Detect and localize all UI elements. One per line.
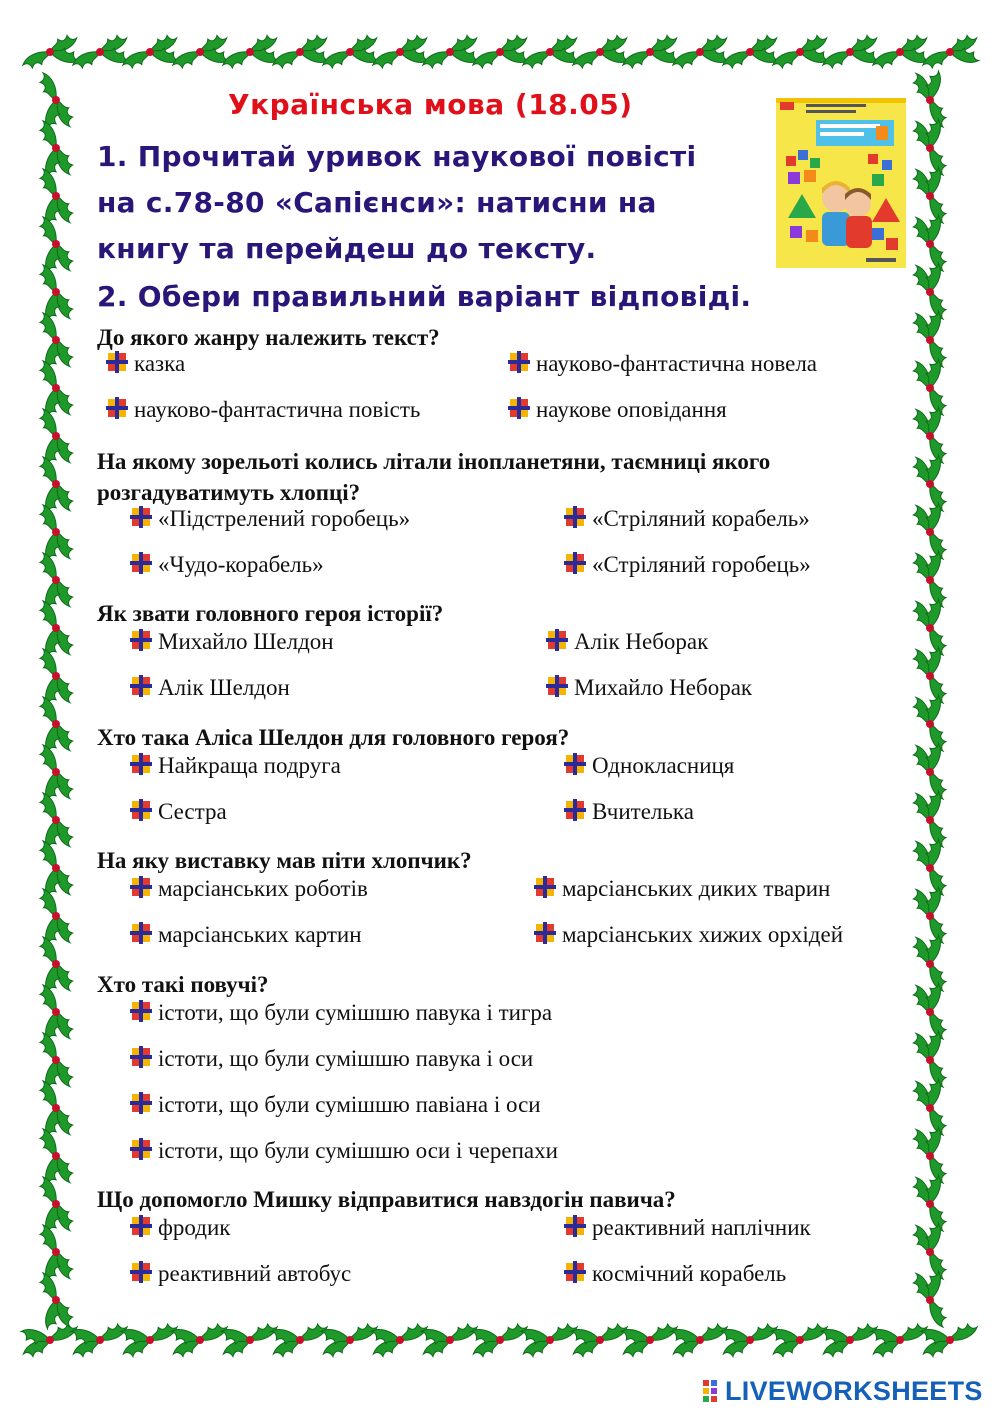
answer-option-label: фродик: [158, 1215, 231, 1240]
answer-option-label: Алік Неборак: [574, 629, 709, 654]
answer-option[interactable]: [546, 629, 708, 655]
answer-option[interactable]: [564, 799, 694, 825]
holly-sprig-icon: [37, 983, 75, 1044]
answer-option-label: марсіанських роботів: [158, 876, 368, 901]
question-5-text: На яку виставку мав піти хлопчик?: [97, 848, 472, 873]
holly-sprig-icon: [569, 1321, 630, 1359]
question-2-text: розгадуватимуть хлопці?: [97, 480, 361, 505]
bullet-icon: [546, 675, 568, 697]
bullet-icon: [564, 799, 586, 821]
answer-option[interactable]: [130, 799, 227, 825]
holly-sprig-icon: [910, 741, 948, 802]
answer-option-label: істоти, що були сумішшю павіана і оси: [158, 1092, 541, 1117]
bullet-icon: [130, 1046, 152, 1068]
holly-sprig-icon: [910, 405, 948, 466]
answer-option-label: марсіанських картин: [158, 922, 362, 947]
holly-sprig-icon: [471, 32, 532, 70]
holly-sprig-icon: [469, 1321, 530, 1359]
bullet-icon: [130, 629, 152, 651]
bullet-icon: [564, 753, 586, 775]
holly-sprig-icon: [910, 1125, 948, 1186]
answer-option[interactable]: [130, 876, 368, 902]
answer-option[interactable]: [564, 506, 810, 532]
bullet-icon: [564, 506, 586, 528]
holly-sprig-icon: [37, 599, 75, 660]
holly-sprig-icon: [771, 32, 832, 70]
answer-option[interactable]: [564, 552, 811, 578]
bullet-icon: [130, 1215, 152, 1237]
holly-sprig-icon: [37, 1271, 75, 1332]
holly-sprig-icon: [37, 1031, 75, 1092]
task-line-1: 1. Прочитай уривок наукової повісті: [97, 140, 697, 173]
bullet-icon: [130, 876, 152, 898]
answer-option-label: марсіанських диких тварин: [562, 876, 831, 901]
question-7-text: Що допомогло Мишку відправитися навздогін павича?: [97, 1187, 676, 1212]
bullet-icon: [130, 922, 152, 944]
bullet-icon: [564, 1215, 586, 1237]
page-title: Українська мова (18.05): [228, 88, 633, 121]
holly-sprig-icon: [910, 357, 948, 418]
holly-sprig-icon: [910, 1029, 948, 1090]
answer-option-label: марсіанських хижих орхідей: [562, 922, 844, 947]
answer-option-label: Михайло Неборак: [574, 675, 753, 700]
task-line-4: 2. Обери правильний варіант відповіді.: [97, 280, 752, 313]
answer-option-label: істоти, що були сумішшю оси і черепахи: [158, 1138, 558, 1163]
task-line-2: на с.78-80 «Сапієнси»: натисни на: [97, 186, 657, 219]
holly-sprig-icon: [37, 791, 75, 852]
watermark-text: LIVEWORKSHEETS: [725, 1376, 983, 1406]
bullet-icon: [130, 1092, 152, 1114]
holly-sprig-icon: [37, 263, 75, 324]
answer-option[interactable]: [130, 922, 362, 948]
holly-sprig-icon: [37, 311, 75, 372]
answer-option-label: «Підстрелений горобець»: [158, 506, 411, 531]
holly-sprig-icon: [371, 32, 432, 70]
holly-sprig-icon: [910, 645, 948, 706]
holly-sprig-icon: [619, 1321, 680, 1359]
answer-option[interactable]: [106, 351, 185, 377]
holly-sprig-icon: [671, 32, 732, 70]
holly-sprig-icon: [37, 935, 75, 996]
holly-sprig-icon: [910, 837, 948, 898]
holly-sprig-icon: [37, 647, 75, 708]
answer-option-label: Михайло Шелдон: [158, 629, 334, 654]
answer-option-label: «Стріляний корабель»: [592, 506, 810, 531]
holly-sprig-icon: [519, 1321, 580, 1359]
task-line-3: книгу та перейдеш до тексту.: [97, 232, 597, 265]
holly-sprig-icon: [910, 1077, 948, 1138]
answer-option[interactable]: [130, 1046, 533, 1072]
bullet-icon: [130, 506, 152, 528]
holly-sprig-icon: [121, 32, 182, 70]
holly-sprig-icon: [37, 119, 75, 180]
bullet-icon: [534, 922, 556, 944]
holly-sprig-icon: [369, 1321, 430, 1359]
answer-option-label: реактивний автобус: [158, 1261, 352, 1286]
holly-sprig-icon: [910, 933, 948, 994]
holly-sprig-icon: [37, 503, 75, 564]
answer-option-label: реактивний наплічник: [592, 1215, 811, 1240]
holly-sprig-icon: [319, 1321, 380, 1359]
holly-sprig-icon: [37, 1127, 75, 1188]
holly-sprig-icon: [910, 1269, 948, 1330]
question-4-text: Хто така Аліса Шелдон для головного героя?: [97, 725, 570, 750]
question-3-text: Як звати головного героя історії?: [97, 601, 444, 626]
answer-option[interactable]: [564, 1261, 786, 1287]
holly-sprig-icon: [921, 32, 982, 70]
holly-sprig-icon: [37, 71, 75, 132]
answer-option[interactable]: [534, 876, 830, 902]
answer-option[interactable]: [534, 922, 843, 948]
holly-sprig-icon: [621, 32, 682, 70]
bullet-icon: [130, 1261, 152, 1283]
holly-sprig-icon: [171, 32, 232, 70]
holly-sprig-icon: [119, 1321, 180, 1359]
holly-sprig-icon: [919, 1321, 980, 1359]
answer-option[interactable]: [130, 629, 334, 655]
holly-sprig-icon: [521, 32, 582, 70]
holly-sprig-icon: [21, 32, 82, 70]
answer-option[interactable]: [130, 552, 324, 578]
bullet-icon: [564, 1261, 586, 1283]
holly-sprig-icon: [869, 1321, 930, 1359]
holly-sprig-icon: [169, 1321, 230, 1359]
answer-option-label: «Стріляний горобець»: [592, 552, 811, 577]
holly-sprig-icon: [910, 549, 948, 610]
answer-option[interactable]: [130, 1215, 230, 1241]
answer-option[interactable]: [130, 1092, 541, 1118]
holly-sprig-icon: [669, 1321, 730, 1359]
bullet-icon: [508, 351, 530, 373]
question-1-text: До якого жанру належить текст?: [97, 325, 440, 350]
holly-sprig-icon: [910, 1221, 948, 1282]
holly-sprig-icon: [37, 1175, 75, 1236]
holly-sprig-icon: [221, 32, 282, 70]
holly-sprig-icon: [421, 32, 482, 70]
question-6-text: Хто такі повучі?: [97, 972, 269, 997]
holly-sprig-icon: [910, 453, 948, 514]
bullet-icon: [508, 397, 530, 419]
holly-sprig-icon: [37, 215, 75, 276]
holly-sprig-icon: [910, 693, 948, 754]
bullet-icon: [534, 876, 556, 898]
holly-sprig-icon: [269, 1321, 330, 1359]
holly-sprig-icon: [571, 32, 632, 70]
holly-sprig-icon: [721, 32, 782, 70]
holly-sprig-icon: [37, 551, 75, 612]
holly-sprig-icon: [37, 167, 75, 228]
holly-sprig-icon: [910, 309, 948, 370]
holly-sprig-icon: [37, 359, 75, 420]
bullet-icon: [130, 675, 152, 697]
bullet-icon: [130, 1000, 152, 1022]
question-2-text: На якому зорельоті колись літали інопланетяни, таємниці якого: [97, 449, 771, 474]
holly-sprig-icon: [69, 1321, 130, 1359]
holly-sprig-icon: [37, 1079, 75, 1140]
answer-option-label: космічний корабель: [592, 1261, 787, 1286]
holly-sprig-icon: [37, 839, 75, 900]
bullet-icon: [546, 629, 568, 651]
bullet-icon: [130, 753, 152, 775]
holly-sprig-icon: [321, 32, 382, 70]
answer-option-label: Вчителька: [592, 799, 694, 824]
holly-sprig-icon: [37, 455, 75, 516]
holly-sprig-icon: [910, 885, 948, 946]
holly-sprig-icon: [910, 789, 948, 850]
holly-sprig-icon: [910, 165, 948, 226]
holly-sprig-icon: [910, 213, 948, 274]
holly-sprig-icon: [37, 695, 75, 756]
bullet-icon: [106, 351, 128, 373]
holly-sprig-icon: [910, 1173, 948, 1234]
holly-sprig-icon: [769, 1321, 830, 1359]
answer-option[interactable]: [130, 675, 290, 701]
bullet-icon: [130, 799, 152, 821]
holly-sprig-icon: [271, 32, 332, 70]
answer-option-label: «Чудо-корабель»: [158, 552, 324, 577]
answer-option-label: Алік Шелдон: [158, 675, 290, 700]
answer-option-label: Сестра: [158, 799, 227, 824]
answer-option[interactable]: [130, 1000, 552, 1026]
bullet-icon: [564, 552, 586, 574]
holly-sprig-icon: [819, 1321, 880, 1359]
holly-sprig-icon: [37, 407, 75, 468]
holly-sprig-icon: [719, 1321, 780, 1359]
bullet-icon: [106, 397, 128, 419]
answer-option-label: наукове оповідання: [536, 397, 727, 422]
holly-sprig-icon: [910, 597, 948, 658]
holly-sprig-icon: [910, 117, 948, 178]
holly-sprig-icon: [821, 32, 882, 70]
answer-option-label: науково-фантастична повість: [134, 397, 421, 422]
holly-sprig-icon: [871, 32, 932, 70]
answer-option-label: науково-фантастична новела: [536, 351, 818, 376]
answer-option-label: Найкраща подруга: [158, 753, 341, 778]
answer-option[interactable]: [106, 397, 420, 423]
answer-option[interactable]: [130, 1138, 558, 1164]
holly-sprig-icon: [910, 69, 948, 130]
holly-sprig-icon: [71, 32, 132, 70]
holly-sprig-icon: [910, 261, 948, 322]
holly-sprig-icon: [37, 743, 75, 804]
holly-sprig-icon: [910, 501, 948, 562]
answer-option[interactable]: [564, 753, 734, 779]
answer-option[interactable]: [546, 675, 752, 701]
holly-sprig-icon: [419, 1321, 480, 1359]
answer-option-label: казка: [134, 351, 186, 376]
answer-option-label: істоти, що були сумішшю павука і тигра: [158, 1000, 553, 1025]
book-cover-icon[interactable]: [776, 98, 906, 268]
answer-option-label: істоти, що були сумішшю павука і оси: [158, 1046, 534, 1071]
answer-option[interactable]: [130, 753, 341, 779]
answer-option[interactable]: [508, 397, 727, 423]
answer-option[interactable]: [130, 506, 410, 532]
holly-sprig-icon: [37, 1223, 75, 1284]
answer-option[interactable]: [508, 351, 817, 377]
holly-sprig-icon: [37, 887, 75, 948]
answer-option-label: Однокласниця: [592, 753, 735, 778]
watermark: [703, 1376, 983, 1407]
liveworksheets-logo-icon: [703, 1378, 725, 1406]
holly-sprig-icon: [219, 1321, 280, 1359]
answer-option[interactable]: [564, 1215, 811, 1241]
bullet-icon: [130, 1138, 152, 1160]
answer-option[interactable]: [130, 1261, 351, 1287]
bullet-icon: [130, 552, 152, 574]
holly-sprig-icon: [910, 981, 948, 1042]
